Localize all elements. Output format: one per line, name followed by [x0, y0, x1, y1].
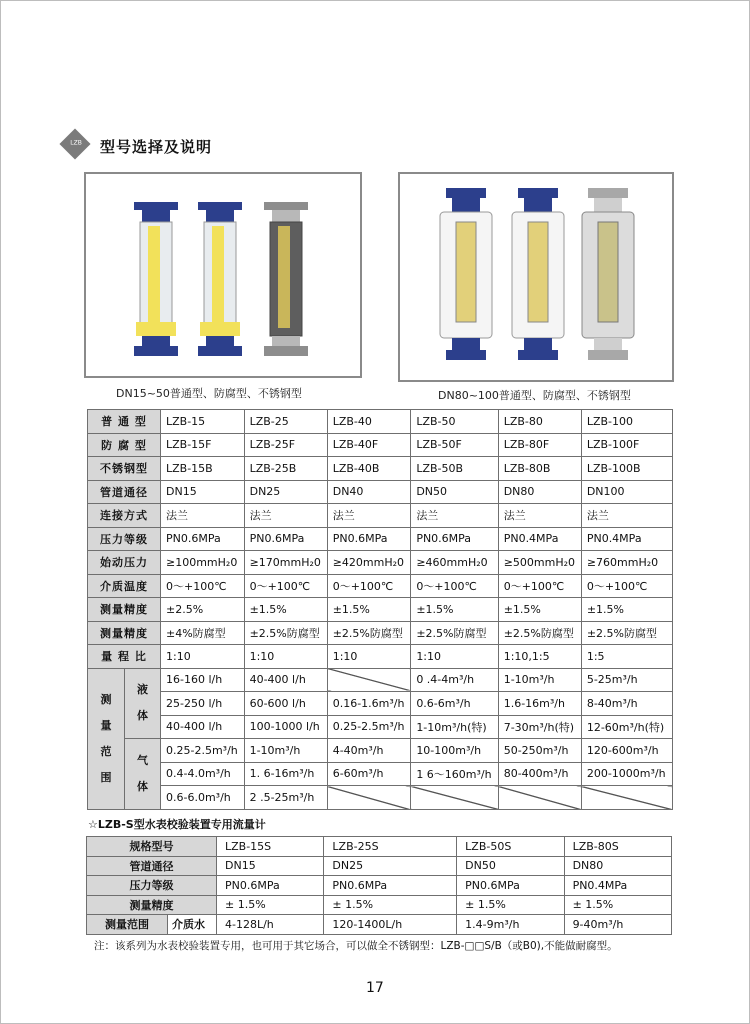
section-title: 型号选择及说明: [100, 138, 213, 156]
table-cell: ±1.5%: [581, 598, 672, 622]
spec-row: [88, 598, 673, 622]
table-cell: DN80: [564, 856, 671, 876]
table-cell: 0～+100℃: [327, 574, 411, 598]
range-row: [88, 668, 673, 692]
table-cell: PN0.6MPa: [327, 527, 411, 551]
table-cell: LZB-15S: [217, 837, 324, 857]
table-cell: ±2.5%防腐型: [411, 621, 498, 645]
table-cell: LZB-15: [161, 410, 245, 434]
row-label: 管道通径: [87, 856, 217, 876]
lzb-s-row: [87, 876, 672, 896]
table-cell: 4-128L/h: [217, 915, 324, 935]
range-label-char: 测: [100, 692, 112, 706]
table-cell: 10-100m³/h: [411, 739, 498, 763]
table-cell: LZB-100B: [581, 457, 672, 481]
table-cell: 7-30m³/h(特): [498, 715, 581, 739]
table-cell: ±2.5%防腐型: [498, 621, 581, 645]
table-cell: 200-1000m³/h: [581, 762, 672, 786]
spec-row: [88, 527, 673, 551]
lzb-logo: LZB: [59, 128, 90, 159]
table-cell: 法兰: [581, 504, 672, 528]
table-cell: ±1.5%: [498, 598, 581, 622]
table-cell: DN15: [161, 480, 245, 504]
table-cell: 80-400m³/h: [498, 762, 581, 786]
table-cell: PN0.6MPa: [217, 876, 324, 896]
table-cell: 16-160 l/h: [161, 668, 245, 692]
table-cell: 法兰: [244, 504, 327, 528]
table-cell: ±4%防腐型: [161, 621, 245, 645]
table-cell: [327, 668, 411, 692]
medium-label: 介质水: [168, 915, 217, 935]
table-cell: ≥420mmH₂0: [327, 551, 411, 575]
table-cell: PN0.6MPa: [411, 527, 498, 551]
spec-row: [88, 457, 673, 481]
table-cell: LZB-40B: [327, 457, 411, 481]
table-cell: 4-40m³/h: [327, 739, 411, 763]
table-cell: 0.25-2.5m³/h: [327, 715, 411, 739]
table-cell: 0.6-6m³/h: [411, 692, 498, 716]
table-cell: 1:5: [581, 645, 672, 669]
row-label: 压力等级: [87, 876, 217, 896]
table-cell: 1-10m³/h(特): [411, 715, 498, 739]
sub-label-char: 气: [137, 753, 148, 767]
table-cell: PN0.6MPa: [457, 876, 564, 896]
table-cell: LZB-40F: [327, 433, 411, 457]
table-cell: 1:10: [161, 645, 245, 669]
row-label: 防 腐 型: [88, 433, 161, 457]
row-label: 不锈钢型: [88, 457, 161, 481]
spec-row: [88, 410, 673, 434]
spec-row: [88, 504, 673, 528]
table-cell: 40-400 l/h: [244, 668, 327, 692]
table-cell: ± 1.5%: [324, 895, 457, 915]
table-cell: 40-400 l/h: [161, 715, 245, 739]
table-cell: DN50: [411, 480, 498, 504]
table-cell: ±2.5%防腐型: [244, 621, 327, 645]
table-cell: 120-1400L/h: [324, 915, 457, 935]
table-cell: 12-60m³/h(特): [581, 715, 672, 739]
row-label: 量 程 比: [88, 645, 161, 669]
table-cell: ±2.5%: [161, 598, 245, 622]
range-row: [88, 762, 673, 786]
table-cell: 1. 6-16m³/h: [244, 762, 327, 786]
table-cell: 50-250m³/h: [498, 739, 581, 763]
table-cell: ≥100mmH₂0: [161, 551, 245, 575]
table-cell: 0.6-6.0m³/h: [161, 786, 245, 810]
row-label: 连接方式: [88, 504, 161, 528]
table-cell: LZB-100F: [581, 433, 672, 457]
range-row: [88, 715, 673, 739]
table-cell: 25-250 l/h: [161, 692, 245, 716]
table-cell: ≥760mmH₂0: [581, 551, 672, 575]
table-cell: 9-40m³/h: [564, 915, 671, 935]
spec-row: [88, 621, 673, 645]
table-cell: LZB-50F: [411, 433, 498, 457]
table-cell: DN15: [217, 856, 324, 876]
table-cell: ≥170mmH₂0: [244, 551, 327, 575]
gas-label: [125, 739, 161, 810]
table-cell: 1.4-9m³/h: [457, 915, 564, 935]
table-cell: 1 6～160m³/h: [411, 762, 498, 786]
table-cell: ± 1.5%: [564, 895, 671, 915]
photo-right-meters: [398, 172, 674, 382]
table-cell: 法兰: [498, 504, 581, 528]
table-cell: 1:10,1:5: [498, 645, 581, 669]
lzb-s-row: [87, 895, 672, 915]
meters-illustration-right: [400, 174, 672, 380]
table-cell: LZB-25F: [244, 433, 327, 457]
table-cell: [327, 786, 411, 810]
sub-label-char: 体: [137, 779, 148, 793]
range-label-char: 范: [100, 744, 112, 758]
row-label: 始动压力: [88, 551, 161, 575]
table-cell: ± 1.5%: [217, 895, 324, 915]
table-cell: 60-600 l/h: [244, 692, 327, 716]
table-cell: 0 .4-4m³/h: [411, 668, 498, 692]
table-cell: 0～+100℃: [244, 574, 327, 598]
table-cell: LZB-80S: [564, 837, 671, 857]
table-cell: 8-40m³/h: [581, 692, 672, 716]
table-cell: 0～+100℃: [498, 574, 581, 598]
range-row: [88, 739, 673, 763]
lzb-s-range-row: [87, 915, 672, 935]
table-cell: LZB-40: [327, 410, 411, 434]
table-cell: 法兰: [327, 504, 411, 528]
spec-row: [88, 645, 673, 669]
row-label: 测量范围: [87, 915, 168, 935]
table-cell: ±1.5%: [411, 598, 498, 622]
lzb-s-row: [87, 837, 672, 857]
table-cell: ±1.5%: [327, 598, 411, 622]
row-label: 规格型号: [87, 837, 217, 857]
table-cell: LZB-15B: [161, 457, 245, 481]
table-cell: PN0.6MPa: [324, 876, 457, 896]
row-label: 介质温度: [88, 574, 161, 598]
table-cell: 1:10: [327, 645, 411, 669]
table-cell: [581, 786, 672, 810]
table-cell: DN80: [498, 480, 581, 504]
table-cell: PN0.4MPa: [564, 876, 671, 896]
table-cell: DN50: [457, 856, 564, 876]
table-cell: 120-600m³/h: [581, 739, 672, 763]
table-cell: 法兰: [411, 504, 498, 528]
table-cell: [498, 786, 581, 810]
table-cell: LZB-15F: [161, 433, 245, 457]
range-group-label: [88, 668, 125, 809]
table-cell: LZB-50: [411, 410, 498, 434]
caption-left: DN15~50普通型、防腐型、不锈钢型: [116, 387, 302, 400]
table-cell: ± 1.5%: [457, 895, 564, 915]
table-cell: DN25: [244, 480, 327, 504]
table-cell: LZB-80F: [498, 433, 581, 457]
lzb-s-title: ☆LZB-S型水表校验装置专用流量计: [88, 818, 266, 831]
spec-row: [88, 551, 673, 575]
table-cell: 0.25-2.5m³/h: [161, 739, 245, 763]
table-cell: PN0.6MPa: [161, 527, 245, 551]
page-number: 17: [366, 980, 384, 996]
range-label-char: 量: [100, 718, 112, 732]
table-cell: LZB-25B: [244, 457, 327, 481]
liquid-label: [125, 668, 161, 739]
table-cell: 5-25m³/h: [581, 668, 672, 692]
table-cell: LZB-80: [498, 410, 581, 434]
table-cell: 法兰: [161, 504, 245, 528]
table-cell: DN40: [327, 480, 411, 504]
table-cell: PN0.4MPa: [581, 527, 672, 551]
table-cell: PN0.4MPa: [498, 527, 581, 551]
table-cell: ±2.5%防腐型: [327, 621, 411, 645]
range-row: [88, 786, 673, 810]
row-label: 测量精度: [87, 895, 217, 915]
table-cell: PN0.6MPa: [244, 527, 327, 551]
table-cell: 0～+100℃: [411, 574, 498, 598]
table-cell: 0～+100℃: [581, 574, 672, 598]
table-cell: 100-1000 l/h: [244, 715, 327, 739]
table-cell: DN25: [324, 856, 457, 876]
table-cell: LZB-50B: [411, 457, 498, 481]
row-label: 测量精度: [88, 598, 161, 622]
photo-left-meters: [84, 172, 362, 378]
range-row: [88, 692, 673, 716]
spec-row: [88, 433, 673, 457]
table-cell: ≥500mmH₂0: [498, 551, 581, 575]
meters-illustration-left: [86, 174, 360, 376]
table-cell: [411, 786, 498, 810]
lzb-s-row: [87, 856, 672, 876]
row-label: 测量精度: [88, 621, 161, 645]
table-cell: 1.6-16m³/h: [498, 692, 581, 716]
table-cell: LZB-50S: [457, 837, 564, 857]
table-cell: LZB-25: [244, 410, 327, 434]
sub-label-char: 液: [137, 683, 148, 697]
caption-right: DN80~100普通型、防腐型、不锈钢型: [438, 389, 631, 402]
table-cell: 1:10: [244, 645, 327, 669]
range-label-char: 围: [100, 770, 112, 784]
lzb-s-table: [86, 836, 672, 935]
table-cell: LZB-25S: [324, 837, 457, 857]
table-cell: 6-60m³/h: [327, 762, 411, 786]
table-cell: 0.16-1.6m³/h: [327, 692, 411, 716]
table-cell: 1-10m³/h: [244, 739, 327, 763]
table-cell: ±2.5%防腐型: [581, 621, 672, 645]
table-cell: LZB-100: [581, 410, 672, 434]
table-cell: DN100: [581, 480, 672, 504]
sub-label-char: 体: [137, 709, 148, 723]
table-cell: 1-10m³/h: [498, 668, 581, 692]
footnote: 注：该系列为水表校验装置专用，也可用于其它场合，可以做全不锈钢型：LZB-□□S/B（或B0),不能做耐腐型。: [94, 940, 618, 952]
table-cell: LZB-80B: [498, 457, 581, 481]
table-cell: 2 .5-25m³/h: [244, 786, 327, 810]
table-cell: 0.4-4.0m³/h: [161, 762, 245, 786]
spec-row: [88, 480, 673, 504]
table-cell: 1:10: [411, 645, 498, 669]
spec-row: [88, 574, 673, 598]
table-cell: ≥460mmH₂0: [411, 551, 498, 575]
row-label: 普 通 型: [88, 410, 161, 434]
spec-table: [87, 409, 673, 810]
table-cell: ±1.5%: [244, 598, 327, 622]
table-cell: 0～+100℃: [161, 574, 245, 598]
row-label: 压力等级: [88, 527, 161, 551]
row-label: 管道通径: [88, 480, 161, 504]
